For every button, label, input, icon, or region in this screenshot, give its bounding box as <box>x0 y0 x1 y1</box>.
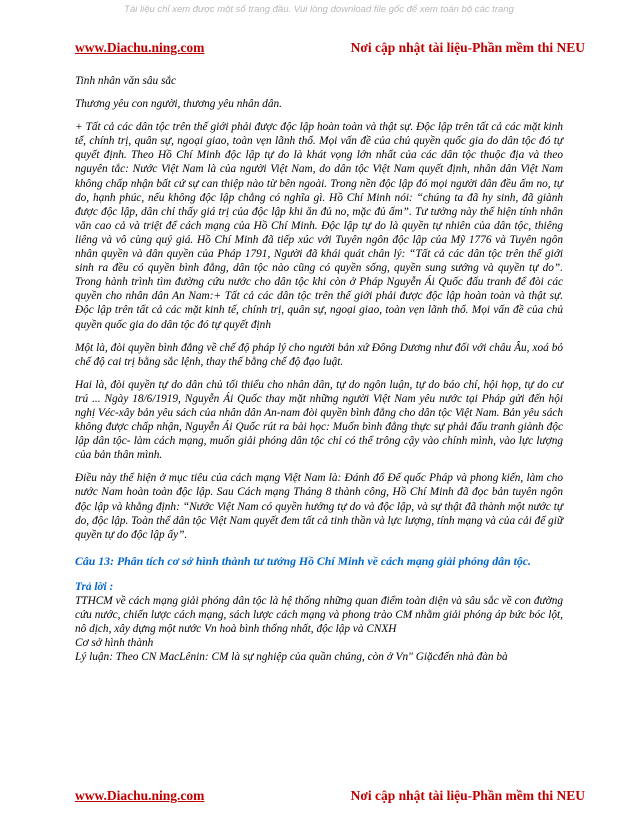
paragraph-title: Tinh nhân văn sâu sắc <box>75 75 177 87</box>
paragraph-first-demand: Một là, đòi quyền bình đẳng về chế độ pháp lý cho người bản xứ Đông Dương như đối với châu Âu, xoá bỏ chế độ cai trị bằng sắc lệnh, thay thế bằng chế độ đạo luật. <box>75 341 563 368</box>
footer-site-link[interactable]: www.Diachu.ning.com <box>75 788 205 803</box>
answer-basis-heading: Cơ sở hình thành <box>75 637 154 650</box>
paragraph-second-demand: Hai là, đòi quyền tự do dân chủ tối thiểu cho nhân dân, tự do ngôn luận, tự do báo chí, hội họp, tự do cư trú ... Ngày 18/6/1919, Nguyễn Ái Quốc thay mặt những người Việt Nam yêu nước tại Pháp gửi đến hội nghị Véc-xây bản yêu sách của nhân dân An-nam đòi quyền bình đẳng cho dân tộc Việt Nam. Bản yêu sách không được chấp nhận, Nguyễn Ái Quốc rút ra bài học: Muốn bình đẳng thực sự phải đấu tranh giành độc lập dân tộc- làm cách mạng, muốn giải phóng dân tộc chỉ có thể trông cậy vào chính mình, vào lực lượng của bản thân mình. <box>75 378 563 462</box>
header-tagline: Nơi cập nhật tài liệu-Phần mềm thi NEU <box>350 40 585 55</box>
paragraph-revolution-goal: Điều này thể hiện ở mục tiêu của cách mạng Việt Nam là: Đánh đổ Đế quốc Pháp và phong kiến, làm cho nước Nam hoàn toàn độc lập. Sau Cách mạng Tháng 8 thành công, Hồ Chí Minh đã đọc bản tuyên ngôn độc lập và khẳng định: “Nước Việt Nam có quyền hưởng tự do và độc lập, và sự thật đã thành một nước tự do, độc lập. Toàn thể dân tộc Việt Nam quyết đem tất cả tinh thần và lực lượng, tính mạng và của cải để giữ quyền tự do độc lập ấy”. <box>75 472 563 541</box>
answer-label: Trả lời : <box>75 580 114 593</box>
answer-paragraph: TTHCM về cách mạng giải phóng dân tộc là hệ thống những quan điểm toàn diện và sâu sắc về con đường cứu nước, chiến lược cách mạng, sách lược cách mạng và phong trào CM nhằm giải phóng áp bức bóc lột, nô dịch, xây dựng một nước Vn hoà bình thống nhất, độc lập và CNXH <box>75 595 563 636</box>
download-watermark: Tài liệu chỉ xem được một số trang đầu. Vui lòng download file gốc để xem toàn bộ các trang <box>124 4 514 15</box>
footer-tagline: Nơi cập nhật tài liệu-Phần mềm thi NEU <box>350 788 585 803</box>
paragraph-independence: + Tất cả các dân tộc trên thế giới phải được độc lập hoàn toàn và thật sự. Độc lập trên tất cả các mặt kinh tế, chính trị, quân sự, ngoại giao, toàn vẹn lãnh thổ. Mọi vấn đề của chủ quyền quốc gia do dân tộc đó tự quyết định. Theo Hồ Chí Minh độc lập tự do là khát vọng lớn nhất của các dân tộc thuộc địa và theo nguyên tắc: Nước Việt Nam là của người Việt Nam, do dân tộc Việt Nam quyết định, nhân dân Việt Nam không chấp nhận bất cứ sự can thiệp nào từ bên ngoài. Trong nền độc lập đó mọi người dân đều ấm no, tự do, hạnh phúc, nếu không độc lập chẳng có nghĩa gì. Hồ Chí Minh nói: “chúng ta đã hy sinh, đã giành được độc lập, dân chỉ thấy giá trị của độc lập khi ăn đủ no, mặc đủ ấm”. Tư tưởng này thể hiện tính nhân văn cao cả và triệt để cách mạng của Hồ Chí Minh. Độc lập tự do là quyền tự nhiên của dân tộc, thiêng liêng và vô cùng quý giá. Hồ Chí Minh đã tiếp xúc với Tuyên ngôn độc lập của Mỹ 1776 và Tuyên ngôn nhân quyền và dân quyền của Pháp 1791, Người đã khái quát chân lý: “Tất cả các dân tộc trên thế giới sinh ra đều có quyền bình đẳng, dân tộc nào cũng có quyền sống, quyền sung sướng và quyền tự do”. Trong hành trình tìm đường cứu nước cho dân tộc khi còn ở Pháp Nguyễn Ái Quốc đấu tranh để đòi các quyền cho nhân dân An Nam:+ Tất cả các dân tộc trên thế giới phải được độc lập hoàn toàn và thật sự. Độc lập trên tất cả các mặt kinh tế, chính trị, quân sự, ngoại giao, toàn vẹn lãnh thổ. Mọi vấn đề của chủ quyền quốc gia do dân tộc đó tự quyết định <box>75 121 563 331</box>
header-site-link[interactable]: www.Diachu.ning.com <box>75 40 205 55</box>
page-footer <box>75 788 585 806</box>
document-body <box>75 74 563 664</box>
page-header <box>75 40 585 58</box>
answer-theory: Lý luận: Theo CN MacLênin: CM là sự nghiệp của quần chúng, còn ở Vn" Giặcđến nhà đàn bà <box>75 651 508 664</box>
question-heading: Câu 13: Phân tích cơ sở hình thành tư tưởng Hồ Chí Minh về cách mạng giải phóng dân tộc. <box>75 553 531 568</box>
paragraph-subtitle: Thương yêu con người, thương yêu nhân dân. <box>75 98 282 111</box>
